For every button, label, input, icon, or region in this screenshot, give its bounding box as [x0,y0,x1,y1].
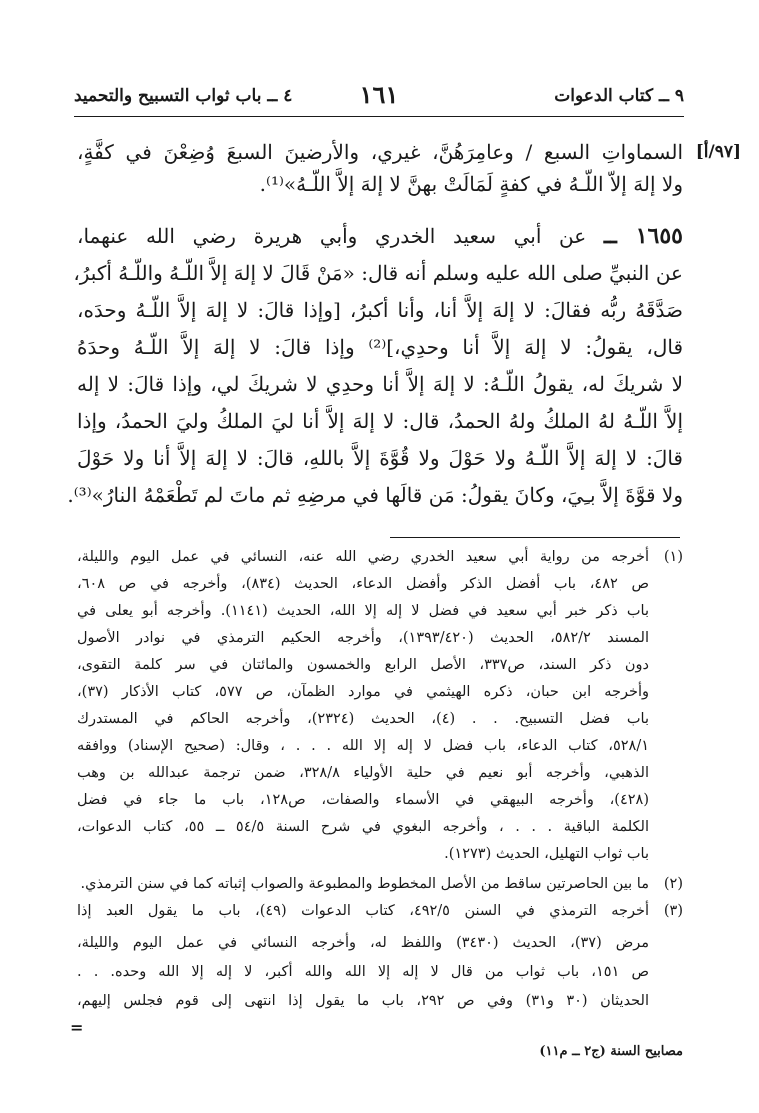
continuation-mark: = [70,1018,84,1037]
text-line: صَدَّقَهُ ربُّه فقالَ: لا إلهَ إلاَّ أنا، وأنا أكبرُ، [وإذا قالَ: لا إلهَ إلاَّ اللّـهُ وحدَه، [77,298,683,322]
signature-mark: مصابيح السنة (ج٢ ــ م١١) [539,1044,683,1059]
footnote-line: (١)أخرجه من رواية أبي سعيد الخدري رضي الله عنه، النسائي في عمل اليوم والليلة، [77,549,683,565]
hadith-opening-line: ١٦٥٥ ــ عن أبي سعيد الخدري وأبي هريرة رضي الله عنهما، [77,223,683,249]
page-number: ١٦١ [359,80,399,109]
footnote-line: الحديثان (٣٠ و٣١) وفي ص ٢٩٢، باب ما يقول إذا انتهى إلى قوم فجلس إليهم، [77,993,649,1009]
footnote-line: ٥٢٨/١، كتاب الدعاء، باب فضل لا إله إلا الله . . . ، وقال: (صحيح الإسناد) ووافقه [77,738,649,754]
footnote-number: (٢) [663,876,683,892]
footnote-number: (٣) [663,903,683,919]
text-line: لا شريكَ له، يقولُ اللّـهُ: لا إلهَ إلاَّ أنا وحدِي لا شريكَ لي، وإذا قالَ: لا إله [77,372,683,396]
footnote-number: (١) [663,549,683,565]
text-line: قال، يقولُ: لا إلهَ إلاَّ أنا وحدِي،]⁽²⁾ وإذا قالَ: لا إلهَ إلاَّ اللّـهُ وحدَهُ [77,335,684,359]
text-line: قالَ: لا إلهَ إلاَّ اللّـهُ ولا حَوْلَ ولا قُوَّةَ إلاَّ باللهِ، قالَ: لا إلهَ إلاَّ أنا ولا حَوْلَ [77,446,683,470]
footnote-line: الكلمة الباقية . . . ، وأخرجه البغوي في شرح السنة ٥٤/٥ ــ ٥٥، كتاب الدعوات، [77,819,650,835]
footnote-line: الذهبي، وأخرجه أبو نعيم في حلية الأولياء ٣٢٨/٨، ضمن ترجمة عبدالله بن وهب [77,765,650,781]
text-line: ولا قوَّةَ إلاَّ بـِيَ، وكانَ يقولُ: مَن قالَها في مرضِهِ ثم ماتَ لم تَطْعَمْهُ النارُ»⁽³⁾. [67,483,683,507]
margin-marker: [٩٧/أ] [695,142,741,162]
hadith-number: ١٦٥٥ ــ [603,223,683,249]
footnote-line: المسند ٥٨٢/٢، الحديث (١٣٩٣/٤٢٠)، وأخرجه الحكيم الترمذي في نوادر الأصول [77,630,649,646]
text-line: إلاَّ اللّـهُ لهُ الملكُ ولهُ الحمدُ، قال: لا إلهَ إلاَّ أنا ليَ الملكُ وليَ الحمدُ، وإذا [77,409,683,433]
text-line: عن النبيِّ صلى الله عليه وسلم أنه قال: «مَنْ قَالَ لا إلهَ إلاَّ اللّـهُ واللّـهُ أكبرُ، [73,261,683,285]
footnote-line: ص ١٥١، باب ثواب من قال لا إله إلا الله والله أكبر، لا إله إلا الله وحده. . . [77,964,650,980]
footnote-line: مرض (٣٧)، الحديث (٣٤٣٠) واللفظ له، وأخرجه النسائي في عمل اليوم والليلة، [77,935,649,951]
footnote-separator [390,537,680,538]
footnote-line: (٣)أخرجه الترمذي في السنن ٤٩٢/٥، كتاب الدعوات (٤٩)، باب ما يقول العبد إذا [77,903,683,919]
footnote-line: (٢)ما بين الحاصرتين ساقط من الأصل المخطوط والمطبوعة والصواب إثباته كما في سنن الترمذي. [80,876,683,892]
footnote-line: باب ذكر خبر أبي سعيد في فضل لا إله إلا الله، الحديث (١١٤١). وأخرجه أبو يعلى في [77,603,649,619]
footnote-line: (٤٢٨)، وأخرجه البيهقي في الأسماء والصفات، ص١٢٨، باب ما جاء في فضل [77,792,650,808]
text-line: ولا إلهَ إلاّ اللّـهُ في كفةٍ لَمَالَتْ بهنَّ لا إلهَ إلاَّ اللّـهُ»⁽¹⁾. [259,172,683,196]
footnote-line: دون ذكر السند، ص٣٣٧، الأصل الرابع والخمسون والمائتان في سر كلمة التقوى، [77,657,649,673]
page-header [74,80,684,117]
chapter-title: ٩ ــ كتاب الدعوات [554,86,684,106]
footnote-line: باب ثواب التهليل، الحديث (١٢٧٣). [444,846,649,862]
text-line: السماواتِ السبع / وعامِرَهُنَّ، غيري، والأرضينَ السبعَ وُضِعْنَ في كفَّةٍ، [٩٧/أ] [77,140,741,164]
footnote-line: ص ٤٨٢، باب أفضل الذكر وأفضل الدعاء، الحديث (٨٣٤)، وأخرجه في ص ٦٠٨، [77,576,650,592]
footnote-line: وأخرجه ابن حبان، ذكره الهيثمي في موارد الظمآن، ص ٥٧٧، كتاب الأذكار (٣٧)، [77,684,649,700]
footnote-line: باب فضل التسبيح. . . (٤)، الحديث (٢٣٢٤)، وأخرجه الحاكم في المستدرك [77,711,649,727]
section-title: ٤ ــ باب ثواب التسبيح والتحميد [74,86,293,106]
